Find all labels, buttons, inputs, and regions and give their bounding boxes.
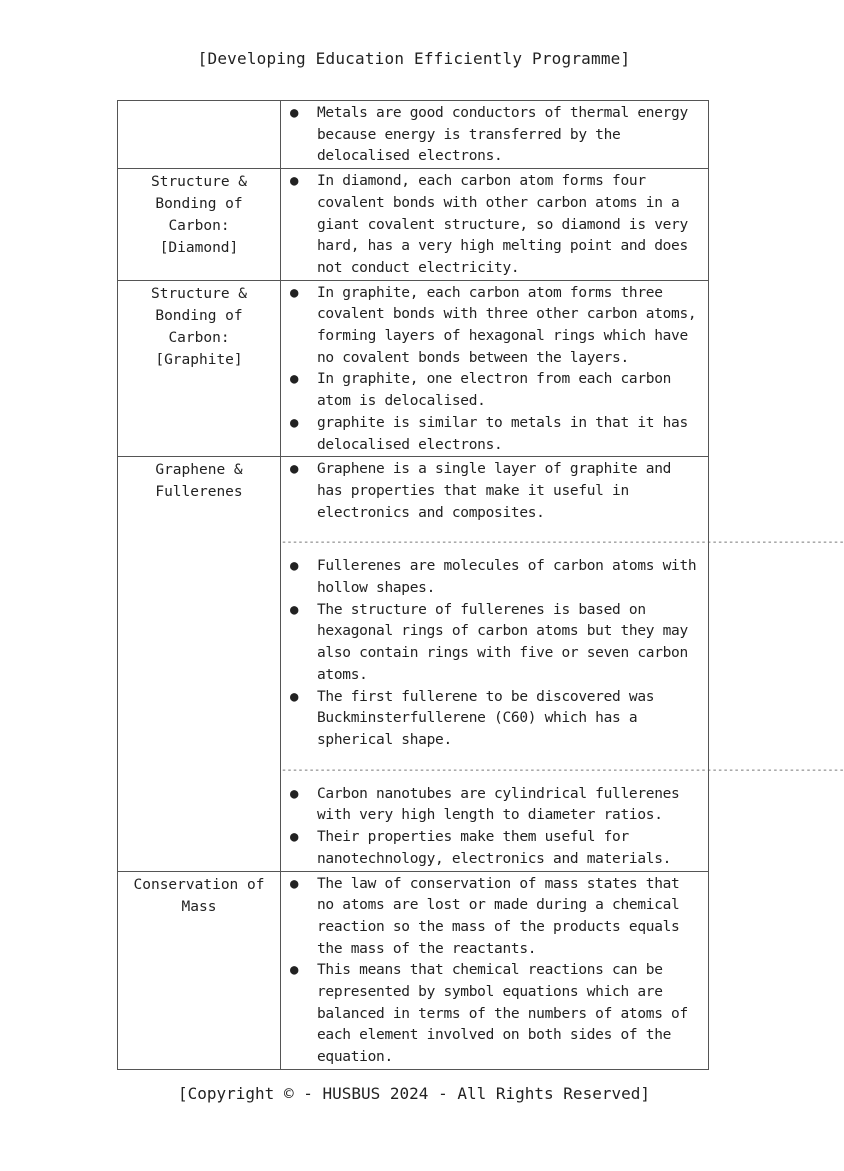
page-header: [Developing Education Efficiently Programme] bbox=[197, 49, 631, 68]
dashed-separator: ------------------------------------------------------------------------------------------------------ bbox=[281, 764, 844, 776]
bullet-icon: ● bbox=[290, 829, 299, 846]
bullet-icon: ● bbox=[290, 105, 299, 121]
bullet-icon: ● bbox=[290, 414, 299, 431]
list-item bbox=[281, 784, 704, 827]
list-item bbox=[281, 369, 704, 412]
bullet-text: Carbon nanotubes are cylindrical fullerenes with very high length to diameter ratios. bbox=[317, 785, 680, 824]
table-row bbox=[118, 280, 709, 457]
notes-table-body bbox=[118, 101, 844, 1070]
content-cell bbox=[281, 457, 844, 871]
bullet-icon: ● bbox=[290, 875, 299, 892]
bullet-list bbox=[281, 283, 704, 457]
bullet-text: In diamond, each carbon atom forms four covalent bonds with other carbon atoms in a giant covalent structure, so diamond is very hard, has a very high melting point and does not conduct electricity. bbox=[317, 173, 688, 276]
bullet-text: The first fullerene to be discovered was Buckminsterfullerene (C60) which has a spherical shape. bbox=[317, 688, 655, 748]
topic-label: Conservation of bbox=[133, 876, 265, 893]
bullet-text: In graphite, each carbon atom forms three covalent bonds with three other carbon atoms, forming layers of hexagonal rings which have no covalent bonds between the layers. bbox=[317, 284, 697, 366]
topic-cell bbox=[118, 280, 281, 457]
content-cell bbox=[281, 101, 709, 169]
bullet-list bbox=[281, 784, 704, 871]
topic-cell bbox=[118, 169, 281, 281]
bullet-text: The structure of fullerenes is based on hexagonal rings of carbon atoms but they may also contain rings with five or seven carbon atoms. bbox=[317, 601, 688, 683]
bullet-text: Metals are good conductors of thermal energy because energy is transferred by the delocalised electrons. bbox=[317, 105, 688, 165]
list-item bbox=[281, 171, 704, 280]
notes-table bbox=[117, 100, 844, 1070]
dashed-separator: ------------------------------------------------------------------------------------------------------ bbox=[281, 537, 844, 549]
list-item bbox=[281, 600, 704, 687]
topic-label: Mass bbox=[181, 898, 217, 915]
topic-label: Fullerenes bbox=[155, 484, 243, 501]
bullet-icon: ● bbox=[290, 284, 299, 301]
bullet-text: Fullerenes are molecules of carbon atoms with hollow shapes. bbox=[317, 558, 697, 597]
topic-label: Bonding of bbox=[155, 196, 243, 213]
list-item bbox=[281, 459, 704, 524]
list-item bbox=[281, 874, 704, 961]
list-item bbox=[281, 556, 704, 599]
topic-label: Bonding of bbox=[155, 307, 243, 324]
list-item bbox=[281, 283, 704, 370]
table-row bbox=[118, 457, 709, 871]
topic-label: Structure & bbox=[150, 174, 248, 191]
bullet-icon: ● bbox=[290, 785, 299, 802]
bullet-text: Their properties make them useful for nanotechnology, electronics and materials. bbox=[317, 829, 672, 867]
bullet-text: graphite is similar to metals in that it has delocalised electrons. bbox=[317, 414, 688, 453]
bullet-icon: ● bbox=[290, 558, 299, 575]
table-row bbox=[118, 169, 709, 281]
bullet-text: In graphite, one electron from each carbon atom is delocalised. bbox=[317, 371, 672, 410]
list-item bbox=[281, 687, 704, 752]
bullet-icon: ● bbox=[290, 371, 299, 388]
bullet-icon: ● bbox=[290, 962, 299, 979]
bullet-list bbox=[281, 103, 704, 168]
list-item bbox=[281, 827, 704, 870]
topic-label: Carbon: bbox=[168, 329, 230, 346]
topic-label: [Diamond] bbox=[159, 240, 239, 257]
topic-cell bbox=[118, 101, 281, 169]
topic-label: Carbon: bbox=[168, 218, 230, 235]
topic-label: [Graphite] bbox=[155, 351, 243, 368]
table-row bbox=[118, 871, 709, 1069]
table-row bbox=[118, 101, 709, 169]
topic-cell bbox=[118, 871, 281, 1069]
topic-cell bbox=[118, 457, 281, 871]
page-footer: [Copyright © - HUSBUS 2024 - All Rights Reserved] bbox=[177, 1084, 650, 1103]
bullet-list bbox=[281, 459, 704, 524]
bullet-text: This means that chemical reactions can be represented by symbol equations which are balanced in terms of the numbers of atoms of each element involved on both sides of the equation. bbox=[317, 962, 688, 1066]
group-spacer bbox=[281, 752, 704, 763]
bullet-list bbox=[281, 171, 704, 280]
bullet-icon: ● bbox=[290, 688, 299, 705]
bullet-text: Graphene is a single layer of graphite and has properties that make it useful in electronics and composites. bbox=[317, 461, 672, 521]
list-item bbox=[281, 103, 704, 168]
bullet-text: The law of conservation of mass states that no atoms are lost or made during a chemical reaction so the mass of the products equals the mass of the reactants. bbox=[317, 875, 680, 957]
topic-label: Structure & bbox=[150, 285, 248, 302]
bullet-icon: ● bbox=[290, 461, 299, 478]
topic-label: Graphene & bbox=[155, 462, 243, 479]
bullet-icon: ● bbox=[290, 601, 299, 618]
content-cell bbox=[281, 871, 709, 1069]
content-cell bbox=[281, 280, 709, 457]
list-item bbox=[281, 413, 704, 456]
bullet-list bbox=[281, 874, 704, 1069]
list-item bbox=[281, 960, 704, 1069]
group-spacer bbox=[281, 524, 704, 535]
content-cell bbox=[281, 169, 709, 281]
bullet-icon: ● bbox=[290, 173, 299, 190]
bullet-list bbox=[281, 556, 704, 751]
